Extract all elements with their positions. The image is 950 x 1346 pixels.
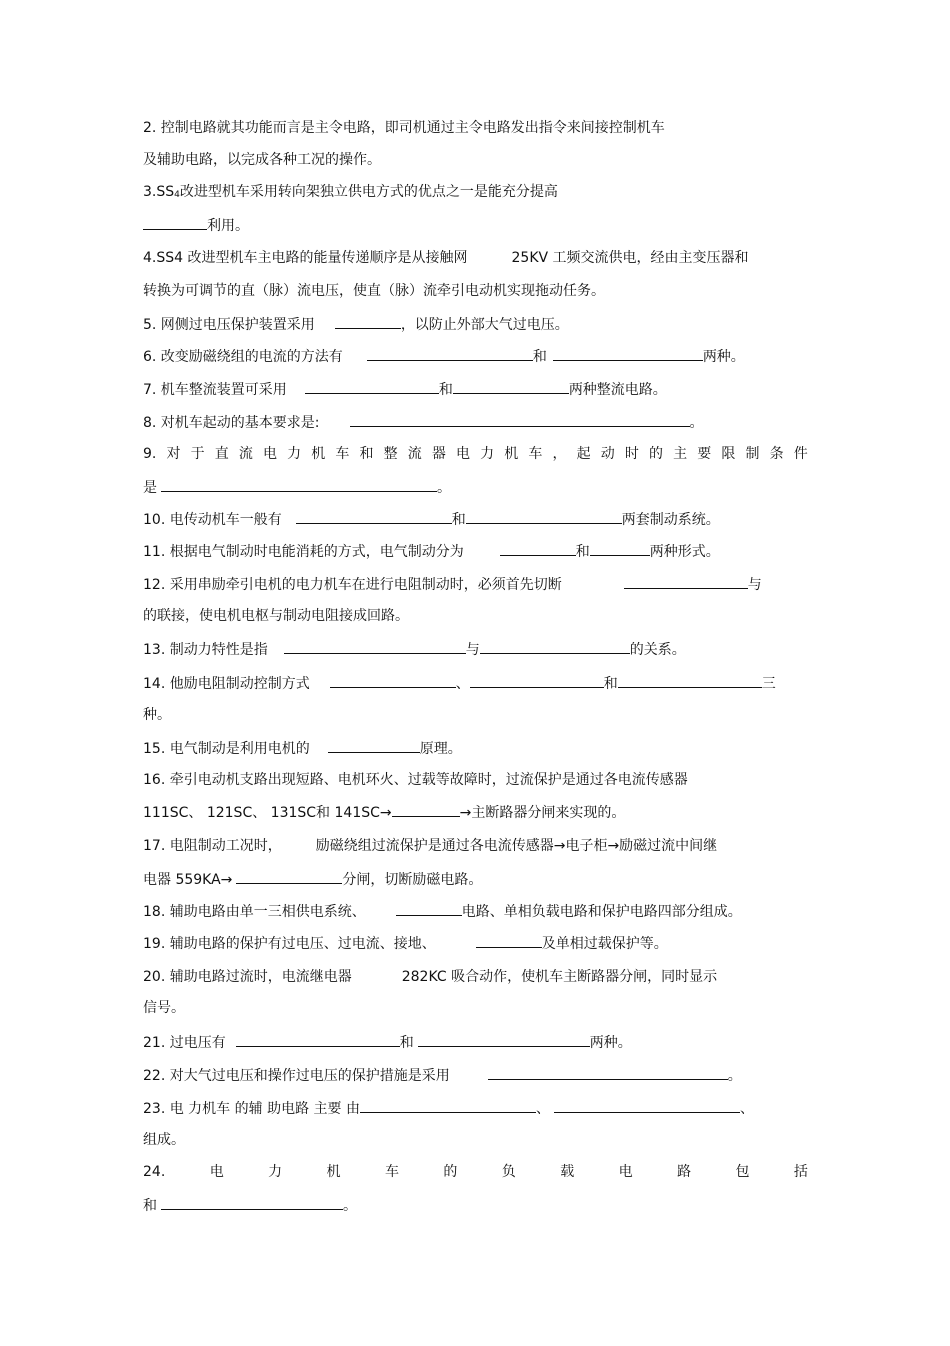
q9-char: 时 [624, 446, 639, 462]
q24-char: 括 [793, 1164, 808, 1180]
q5-suffix: ，以防止外部大气过电压。 [400, 317, 569, 333]
q9-char: 件 [793, 446, 808, 462]
q11-and: 和 [575, 544, 590, 560]
q5-blank[interactable] [335, 314, 401, 329]
q17-blank[interactable] [236, 869, 342, 884]
q17-suffix: 分闸，切断励磁电路。 [342, 872, 483, 888]
q6-suffix: 两种。 [702, 349, 745, 365]
q17-line-1 [143, 836, 717, 856]
q24-char: 24. [143, 1164, 166, 1180]
q22-suffix: 。 [727, 1068, 742, 1084]
q16-blank[interactable] [392, 802, 460, 817]
q17-text-a: 17. 电阻制动工况时， [143, 838, 282, 854]
q14-blank-2[interactable] [470, 673, 604, 688]
q9-char: 力 [287, 446, 302, 462]
q18-text: 18. 辅助电路由单一三相供电系统、 [143, 904, 366, 920]
q9-char: 限 [721, 446, 736, 462]
q24-blank[interactable] [161, 1195, 343, 1210]
q11-text: 11. 根据电气制动时电能消耗的方式，电气制动分为 [143, 544, 464, 560]
q9-char: 电 [455, 446, 470, 462]
q21-line [143, 1032, 632, 1052]
q9-char: 和 [359, 446, 374, 462]
q24-char: 车 [384, 1164, 399, 1180]
q23-line-2: 组成。 [143, 1132, 185, 1148]
q13-text: 13. 制动力特性是指 [143, 642, 268, 658]
q13-suffix: 的关系。 [629, 642, 686, 658]
q24-char: 的 [443, 1164, 458, 1180]
q17-text-c: 电器 559KA→ [143, 872, 233, 888]
q6-text: 6. 改变励磁绕组的电流的方法有 [143, 349, 343, 365]
q9-suffix: 。 [437, 480, 451, 496]
q9-char: 整 [383, 446, 398, 462]
q19-suffix: 及单相过载保护等。 [541, 936, 668, 952]
q3-prefix: 3.SS [143, 184, 175, 200]
q12-line-1 [143, 574, 762, 594]
q24-char: 负 [501, 1164, 516, 1180]
q13-with: 与 [465, 642, 480, 658]
q9-char: 电 [262, 446, 277, 462]
q14-text: 14. 他励电阻制动控制方式 [143, 676, 310, 692]
q24-char: 包 [735, 1164, 750, 1180]
q18-suffix: 电路、单相负载电路和保护电路四部分组成。 [461, 904, 742, 920]
q22-blank[interactable] [488, 1065, 728, 1080]
q9-char: 车 [528, 446, 543, 462]
q9-char: 9. [143, 446, 157, 462]
q17-text-b: 励磁绕组过流保护是通过各电流传感器→电子柜→励磁过流中间继 [315, 838, 718, 854]
q2-line-2: 及辅助电路，以完成各种工况的操作。 [143, 152, 381, 168]
q12-with: 与 [747, 577, 762, 593]
q14-sep: 、 [455, 676, 470, 692]
q24-char: 载 [560, 1164, 575, 1180]
q14-line-2: 种。 [143, 707, 171, 723]
q10-and: 和 [451, 512, 466, 528]
q10-blank-2[interactable] [466, 509, 622, 524]
q7-line [143, 379, 667, 399]
q7-blank-2[interactable] [453, 379, 569, 394]
q18-blank[interactable] [396, 901, 462, 916]
q9-char: 流 [407, 446, 422, 462]
q20-text-b: 282KC 吸合动作，使机车主断路器分闸，同时显示 [401, 969, 718, 985]
q24-line-1 [143, 1162, 808, 1182]
q5-text: 5. 网侧过电压保护装置采用 [143, 317, 315, 333]
q11-suffix: 两种形式。 [649, 544, 720, 560]
q8-line [143, 412, 704, 432]
q19-line [143, 933, 668, 953]
q10-blank-1[interactable] [296, 509, 452, 524]
q14-three: 三 [761, 676, 776, 692]
q21-and: 和 [399, 1035, 414, 1051]
q19-blank[interactable] [476, 933, 542, 948]
q3-line-1 [143, 182, 558, 202]
q6-blank-2[interactable] [553, 346, 703, 361]
q23-line-1 [143, 1098, 754, 1118]
q7-and: 和 [438, 382, 453, 398]
q9-char: 车 [335, 446, 350, 462]
q23-text: 23. 电 力机车 的辅 助电路 主要 由 [143, 1101, 360, 1117]
q14-blank-1[interactable] [330, 673, 456, 688]
q21-blank-1[interactable] [236, 1032, 400, 1047]
q6-and: 和 [532, 349, 547, 365]
q7-suffix: 两种整流电路。 [568, 382, 667, 398]
q23-sep-2: 、 [739, 1101, 754, 1117]
q9-char: 流 [238, 446, 253, 462]
q12-line-2: 的联接，使电机电枢与制动电阻接成回路。 [143, 608, 409, 624]
q3-text: 改进型机车采用转向架独立供电方式的优点之一是能充分提高 [179, 184, 558, 200]
q18-line [143, 901, 742, 921]
q9-char: 于 [190, 446, 205, 462]
q23-blank-2[interactable] [554, 1098, 740, 1113]
q24-suffix: 。 [343, 1198, 357, 1214]
q9-char: 机 [504, 446, 519, 462]
q3-suffix: 利用。 [207, 218, 249, 234]
q8-text: 8. 对机车起动的基本要求是: [143, 415, 320, 431]
q4-text-a: 4.SS4 改进型机车主电路的能量传递顺序是从接触网 [143, 250, 468, 266]
q9-char: 起 [576, 446, 591, 462]
q3-line-2 [143, 215, 249, 235]
q11-line [143, 541, 720, 561]
q9-prefix: 是 [143, 480, 157, 496]
q9-char: 要 [697, 446, 712, 462]
q9-char: 条 [769, 446, 784, 462]
q4-text-b: 25KV 工频交流供电，经由主变压器和 [511, 250, 749, 266]
q16-line-2 [143, 802, 625, 822]
q23-blank-1[interactable] [360, 1098, 536, 1113]
q8-blank[interactable] [350, 412, 690, 427]
q21-blank-2[interactable] [418, 1032, 590, 1047]
q23-sep-1: 、 [535, 1101, 550, 1117]
q20-line-2: 信号。 [143, 1000, 185, 1016]
q15-suffix: 原理。 [419, 741, 462, 757]
q24-char: 力 [268, 1164, 283, 1180]
q10-line [143, 509, 720, 529]
q4-line-2: 转换为可调节的直（脉）流电压，使直（脉）流牵引电动机实现拖动任务。 [143, 283, 605, 299]
q3-blank[interactable] [143, 215, 207, 230]
q22-text: 22. 对大气过电压和操作过电压的保护措施是采用 [143, 1068, 450, 1084]
q16-text: 111SC、 121SC、 131SC和 141SC→ [143, 805, 392, 821]
q14-blank-3[interactable] [618, 673, 762, 688]
q14-and: 和 [603, 676, 618, 692]
q15-line [143, 738, 462, 758]
q13-blank-2[interactable] [480, 639, 630, 654]
q9-char: 直 [214, 446, 229, 462]
q24-char: 电 [209, 1164, 224, 1180]
q21-text: 21. 过电压有 [143, 1035, 226, 1051]
q5-line [143, 314, 569, 334]
q9-char: 动 [600, 446, 615, 462]
q9-char: 对 [166, 446, 181, 462]
q14-line-1 [143, 673, 776, 693]
q20-line-1 [143, 967, 717, 987]
q20-text-a: 20. 辅助电路过流时，电流继电器 [143, 969, 352, 985]
q16-line-1: 16. 牵引电动机支路出现短路、电机环火、过载等故障时，过流保护是通过各电流传感器 [143, 772, 688, 788]
q11-blank-2[interactable] [590, 541, 650, 556]
q24-line-2 [143, 1195, 357, 1215]
q10-text: 10. 电传动机车一般有 [143, 512, 282, 528]
q9-char: 器 [431, 446, 446, 462]
q9-line-1 [143, 444, 808, 464]
q19-text: 19. 辅助电路的保护有过电压、过电流、接地、 [143, 936, 436, 952]
q7-blank-1[interactable] [305, 379, 439, 394]
q4-line-1 [143, 248, 749, 268]
q9-char: 机 [311, 446, 326, 462]
q13-blank-1[interactable] [284, 639, 466, 654]
q6-line [143, 346, 745, 366]
q10-suffix: 两套制动系统。 [621, 512, 720, 528]
q16-suffix: →主断路器分闸来实现的。 [459, 805, 626, 821]
q22-line [143, 1065, 742, 1085]
q9-char: ， [552, 446, 567, 462]
q11-blank-1[interactable] [500, 541, 576, 556]
q24-char: 路 [677, 1164, 692, 1180]
q24-char: 机 [326, 1164, 341, 1180]
q6-blank-1[interactable] [367, 346, 533, 361]
q15-blank[interactable] [328, 738, 420, 753]
q3-subscript: 4 [174, 190, 180, 200]
q8-suffix: 。 [689, 415, 704, 431]
q24-char: 电 [618, 1164, 633, 1180]
q12-text: 12. 采用串励牵引电机的电力机车在进行电阻制动时，必须首先切断 [143, 577, 562, 593]
q15-text: 15. 电气制动是利用电机的 [143, 741, 310, 757]
q24-prefix: 和 [143, 1198, 157, 1214]
q2-line-1: 2. 控制电路就其功能而言是主令电路，即司机通过主令电路发出指令来间接控制机车 [143, 120, 665, 136]
q9-line-2 [143, 477, 451, 497]
q9-char: 力 [480, 446, 495, 462]
q12-blank[interactable] [624, 574, 748, 589]
q13-line [143, 639, 686, 659]
q17-line-2 [143, 869, 482, 889]
q9-char: 制 [745, 446, 760, 462]
q21-suffix: 两种。 [589, 1035, 632, 1051]
q9-char: 主 [673, 446, 688, 462]
q9-char: 的 [648, 446, 663, 462]
q7-text: 7. 机车整流装置可采用 [143, 382, 287, 398]
q9-blank[interactable] [161, 477, 437, 492]
